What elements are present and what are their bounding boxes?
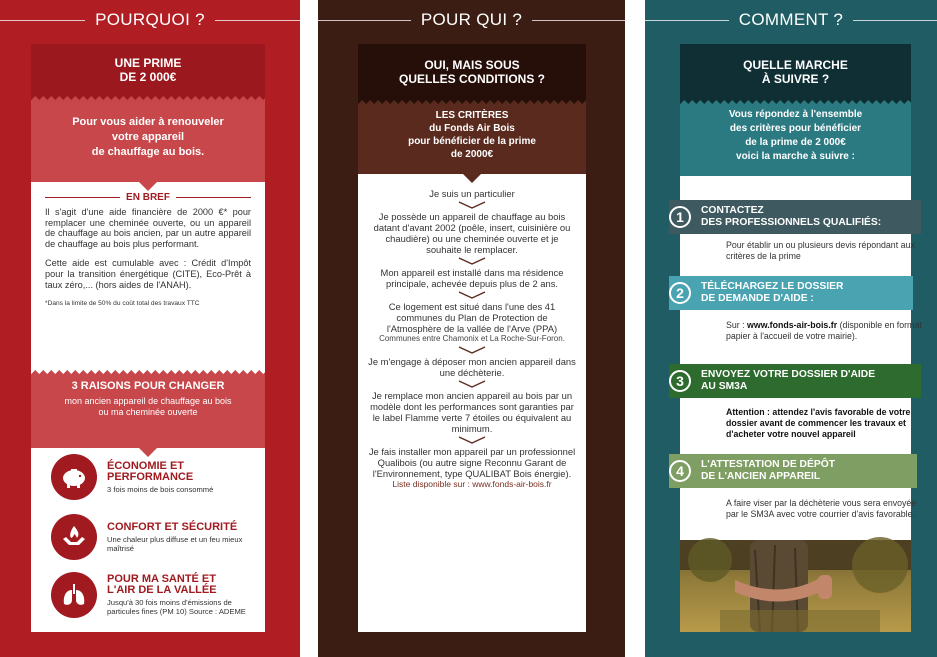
piggy-bank-icon xyxy=(51,454,97,500)
zigzag-edge xyxy=(358,96,586,104)
zigzag-edge xyxy=(680,96,911,104)
intro-line: de chauffage au bois. xyxy=(91,145,205,158)
criterion-link[interactable]: Liste disponible sur : www.fonds-air-bois.fr xyxy=(392,478,552,489)
comment-panel xyxy=(680,44,922,632)
column-title: POUR QUI ? xyxy=(420,10,523,29)
intro-line: de la prime de 2 000€ xyxy=(745,137,846,148)
criterion: Mon appareil est installé dans ma résidence principale, achevée depuis plus de 2 ans. xyxy=(380,267,564,289)
reason-item xyxy=(51,514,257,560)
step-number: 1 xyxy=(669,206,691,228)
en-bref-heading xyxy=(45,192,251,203)
criteres-line: de 2000€ xyxy=(450,149,494,160)
column-header xyxy=(318,0,625,40)
step-2-banner xyxy=(669,276,913,310)
reason-heading: PERFORMANCE xyxy=(107,470,194,483)
prime-line: DE 2 000€ xyxy=(119,70,177,84)
criterion: Je m'engage à déposer mon ancien appareil dans une déchèterie. xyxy=(368,355,576,378)
pourquoi-panel xyxy=(31,44,265,632)
step-title: CONTACTEZ xyxy=(701,205,764,216)
step-number: 2 xyxy=(669,282,691,304)
arrow-down-icon xyxy=(463,174,481,183)
flame-hands-icon xyxy=(51,514,97,560)
raisons-band xyxy=(31,366,265,448)
step-3-banner xyxy=(669,364,921,398)
marche-intro xyxy=(680,96,911,176)
reason-heading: ÉCONOMIE ET xyxy=(107,459,185,472)
column-pour-qui xyxy=(318,0,625,657)
chevron-down-icon xyxy=(457,346,487,354)
intro-band xyxy=(31,92,265,182)
footnote: *Dans la limite de 50% du coût total des travaux TTC xyxy=(45,300,200,308)
bref-paragraph-2: Cette aide est cumulable avec : Crédit d'Impôt pour la transition énergétique (CITE), Eco-Prêt à taux zéro,... (hors aides de l'ANAH). xyxy=(45,258,251,290)
step-title: ENVOYEZ VOTRE DOSSIER D'AIDE xyxy=(701,369,876,380)
reason-heading: POUR MA SANTÉ ET xyxy=(107,573,216,585)
pour-qui-panel xyxy=(358,44,586,632)
lungs-icon xyxy=(51,572,97,618)
step-3-text xyxy=(726,407,926,440)
tree-hug-photo xyxy=(680,540,911,632)
criterion: Ce logement est situé dans l'une des 41 communes du Plan de Protection de l'Atmosphère de la vallée de l'Arve (PPA) xyxy=(386,301,558,334)
step-title: DE L'ANCIEN APPAREIL xyxy=(701,471,821,482)
reason-item xyxy=(51,572,257,618)
attention-text: attendez l'avis favorable de votre dossier avant de commencer les travaux et d'acheter votre nouvel appareil xyxy=(726,407,911,439)
column-header xyxy=(645,0,937,40)
arrow-down-icon xyxy=(139,182,157,191)
step-title: L'ATTESTATION DE DÉPÔT xyxy=(701,459,836,470)
chevron-down-icon xyxy=(457,291,487,299)
marche-line: QUELLE MARCHE xyxy=(743,58,848,72)
conditions-line: QUELLES CONDITIONS ? xyxy=(398,72,545,86)
prime-line: UNE PRIME xyxy=(114,56,182,70)
step-2-text xyxy=(726,320,926,342)
step-4-banner xyxy=(669,454,917,488)
column-comment xyxy=(645,0,937,657)
step-number: 3 xyxy=(669,370,691,392)
step-2-note: (disponible en format papier à l'accueil de votre mairie). xyxy=(726,320,922,341)
column-title: POURQUOI ? xyxy=(95,10,205,29)
marche-line: À SUIVRE ? xyxy=(761,72,830,86)
reason-heading: L'AIR DE LA VALLÉE xyxy=(107,584,217,596)
zigzag-edge xyxy=(31,92,265,100)
raisons-title: 3 RAISONS POUR CHANGER xyxy=(71,380,225,392)
intro-line: Pour vous aider à renouveler xyxy=(72,115,224,128)
criterion: Je possède un appareil de chauffage au bois datant d'avant 2002 (poêle, insert, cuisinière ou chaudière) ou une cheminée ouverte et je souhaite le remplacer. xyxy=(373,211,571,255)
reason-heading: CONFORT ET SÉCURITÉ xyxy=(107,520,238,533)
criteres-line: pour bénéficier de la prime xyxy=(408,136,536,147)
criteres-line: LES CRITÈRES xyxy=(435,110,509,121)
reason-detail: 3 fois moins de bois consommé xyxy=(107,484,214,494)
attention-label: Attention : xyxy=(726,407,773,417)
chevron-down-icon xyxy=(457,380,487,388)
step-2-prefix: Sur : xyxy=(726,320,748,330)
criterion-note: Communes entre Chamonix et La Roche-Sur-Foron. xyxy=(379,334,565,343)
bref-paragraph-1: Il s'agit d'une aide financière de 2000 €* pour remplacer une cheminée ouverte, ou un appareil de chauffage au bois ancien, par un autre appareil de chauffage au bois plus performant. xyxy=(45,207,251,249)
criterion: Je fais installer mon appareil par un professionnel Qualibois (ou autre signe Reconnu Garant de l'Environnement, type QUALIBAT Bois énergie). xyxy=(368,445,576,479)
criteres-line: du Fonds Air Bois xyxy=(429,123,515,134)
step-number: 4 xyxy=(669,460,691,482)
marche-heading xyxy=(680,44,911,96)
intro-line: voici la marche à suivre : xyxy=(736,151,855,162)
zigzag-edge xyxy=(31,366,265,374)
chevron-down-icon xyxy=(457,257,487,265)
fonds-air-bois-link[interactable]: www.fonds-air-bois.fr xyxy=(747,320,838,330)
raisons-subtitle: mon ancien appareil de chauffage au bois ou ma cheminée ouverte xyxy=(64,396,232,417)
reason-detail: Jusqu'à 30 fois moins d'émissions de particules fines (PM 10) Source : ADEME xyxy=(107,598,246,616)
criteres-band xyxy=(358,96,586,174)
step-1-banner xyxy=(669,200,921,234)
column-title: COMMENT ? xyxy=(738,10,844,29)
reason-detail: Une chaleur plus diffuse et un feu mieux maîtrisé xyxy=(107,534,243,553)
column-pourquoi xyxy=(0,0,300,657)
step-1-text: Pour établir un ou plusieurs devis répondant aux critères de la prime xyxy=(726,240,915,261)
intro-line: votre appareil xyxy=(111,130,185,143)
step-title: DES PROFESSIONNELS QUALIFIÉS: xyxy=(701,217,882,228)
step-title: DE DEMANDE D'AIDE : xyxy=(701,293,814,304)
en-bref-label: EN BREF xyxy=(126,192,170,203)
criterion: Je suis un particulier xyxy=(429,188,515,199)
step-title: TÉLÉCHARGEZ LE DOSSIER xyxy=(701,281,844,292)
intro-line: des critères pour bénéficier xyxy=(729,123,862,134)
conditions-heading xyxy=(358,44,586,96)
column-header xyxy=(0,0,300,40)
criterion: Je remplace mon ancien appareil au bois par un modèle dont les performances sont garanties par le label Flamme verte 7 étoiles ou équivalent au minimum. xyxy=(370,389,574,434)
step-title: AU SM3A xyxy=(701,381,748,392)
reason-item xyxy=(51,454,257,500)
chevron-down-icon xyxy=(457,436,487,444)
chevron-down-icon xyxy=(457,201,487,209)
intro-line: Vous répondez à l'ensemble xyxy=(728,109,863,120)
conditions-line: OUI, MAIS SOUS xyxy=(424,58,520,72)
step-4-text: A faire viser par la déchèterie vous sera envoyée par le SM3A avec votre courrier d'avis favorable. xyxy=(726,498,917,519)
prime-heading xyxy=(31,44,265,92)
